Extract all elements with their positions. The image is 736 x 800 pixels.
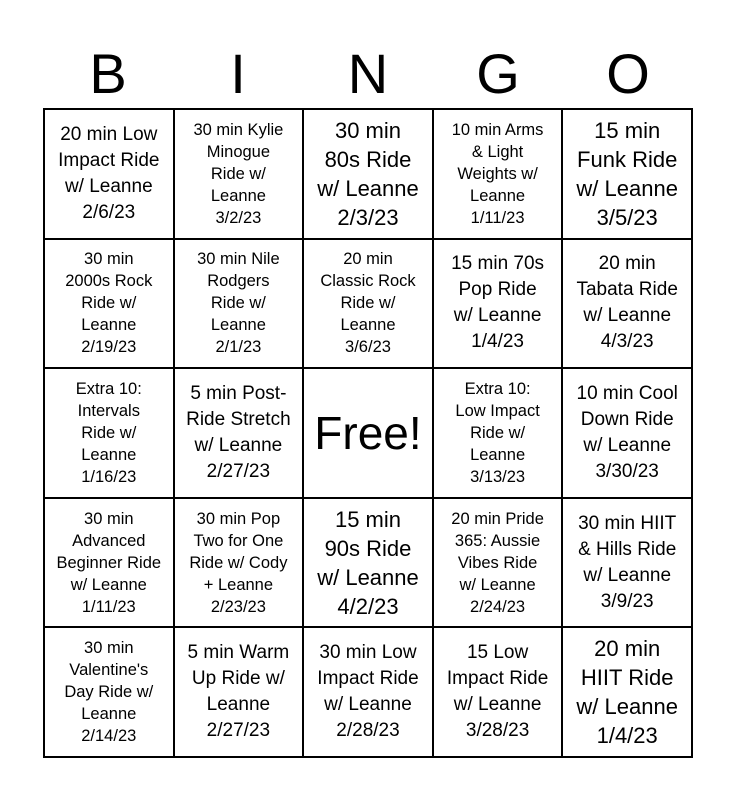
bingo-cell[interactable]: 30 min Low Impact Ride w/ Leanne 2/28/23 bbox=[303, 627, 433, 757]
bingo-cell[interactable]: 15 min Funk Ride w/ Leanne 3/5/23 bbox=[562, 109, 692, 239]
bingo-cell[interactable]: 20 min Low Impact Ride w/ Leanne 2/6/23 bbox=[44, 109, 174, 239]
bingo-cell[interactable]: 30 min Kylie Minogue Ride w/ Leanne 3/2/23 bbox=[174, 109, 304, 239]
bingo-cell[interactable]: 5 min Warm Up Ride w/ Leanne 2/27/23 bbox=[174, 627, 304, 757]
bingo-cell[interactable]: 10 min Cool Down Ride w/ Leanne 3/30/23 bbox=[562, 368, 692, 498]
bingo-cell[interactable]: 30 min Nile Rodgers Ride w/ Leanne 2/1/23 bbox=[174, 239, 304, 369]
bingo-cell[interactable]: 30 min Pop Two for One Ride w/ Cody + Leanne 2/23/23 bbox=[174, 498, 304, 628]
bingo-cell[interactable]: 20 min Tabata Ride w/ Leanne 4/3/23 bbox=[562, 239, 692, 369]
header-letter-g: G bbox=[476, 42, 520, 105]
header-letter-o: O bbox=[606, 42, 650, 105]
bingo-cell[interactable]: 15 min 70s Pop Ride w/ Leanne 1/4/23 bbox=[433, 239, 563, 369]
bingo-cell[interactable]: 30 min 80s Ride w/ Leanne 2/3/23 bbox=[303, 109, 433, 239]
bingo-cell[interactable]: 20 min Classic Rock Ride w/ Leanne 3/6/23 bbox=[303, 239, 433, 369]
bingo-card-grid bbox=[43, 108, 693, 758]
bingo-cell[interactable]: 30 min HIIT & Hills Ride w/ Leanne 3/9/23 bbox=[562, 498, 692, 628]
bingo-cell[interactable]: 15 Low Impact Ride w/ Leanne 3/28/23 bbox=[433, 627, 563, 757]
bingo-cell[interactable]: 30 min Advanced Beginner Ride w/ Leanne 1/11/23 bbox=[44, 498, 174, 628]
bingo-cell[interactable]: Extra 10: Low Impact Ride w/ Leanne 3/13/23 bbox=[433, 368, 563, 498]
bingo-cell[interactable]: 30 min Valentine's Day Ride w/ Leanne 2/14/23 bbox=[44, 627, 174, 757]
free-space-cell[interactable]: Free! bbox=[303, 368, 433, 498]
bingo-cell[interactable]: 10 min Arms & Light Weights w/ Leanne 1/11/23 bbox=[433, 109, 563, 239]
bingo-cell[interactable]: 20 min Pride 365: Aussie Vibes Ride w/ Leanne 2/24/23 bbox=[433, 498, 563, 628]
bingo-header bbox=[43, 40, 693, 108]
header-letter-b: B bbox=[89, 42, 127, 105]
header-letter-n: N bbox=[347, 42, 389, 105]
bingo-cell[interactable]: 15 min 90s Ride w/ Leanne 4/2/23 bbox=[303, 498, 433, 628]
bingo-cell[interactable]: 20 min HIIT Ride w/ Leanne 1/4/23 bbox=[562, 627, 692, 757]
bingo-cell[interactable]: 5 min Post- Ride Stretch w/ Leanne 2/27/23 bbox=[174, 368, 304, 498]
bingo-cell[interactable]: Extra 10: Intervals Ride w/ Leanne 1/16/23 bbox=[44, 368, 174, 498]
header-letter-i: I bbox=[230, 42, 246, 105]
bingo-cell[interactable]: 30 min 2000s Rock Ride w/ Leanne 2/19/23 bbox=[44, 239, 174, 369]
